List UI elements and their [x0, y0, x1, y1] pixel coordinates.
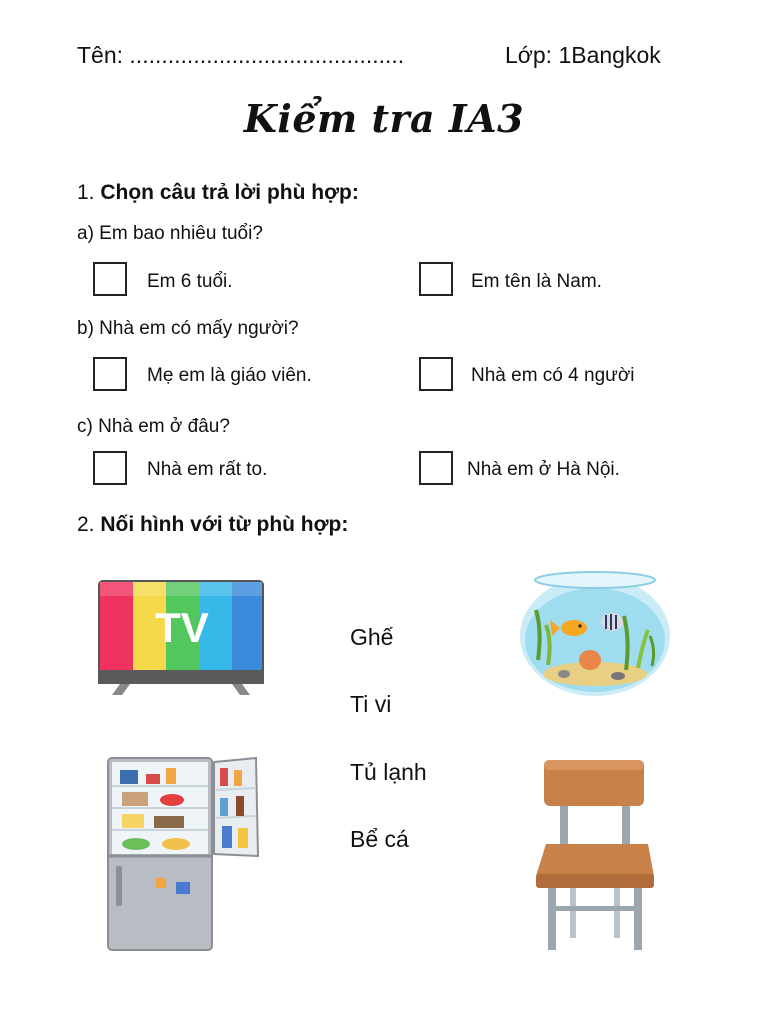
section-1-heading [77, 181, 359, 205]
section-2-title: Nối hình với từ phù hợp: [100, 513, 349, 536]
checkbox-b-2[interactable] [419, 357, 453, 391]
word-be-ca[interactable]: Bể cá [350, 826, 409, 852]
checkbox-c-2[interactable] [419, 451, 453, 485]
checkbox-c-1[interactable] [93, 451, 127, 485]
section-2-number: 2. [77, 513, 95, 536]
tv-screen-text: TV [155, 604, 209, 651]
word-tu-lanh[interactable]: Tủ lạnh [350, 759, 427, 785]
option-b-2: Nhà em có 4 người [471, 365, 635, 386]
option-c-1: Nhà em rất to. [147, 459, 268, 480]
checkbox-a-1[interactable] [93, 262, 127, 296]
checkbox-b-1[interactable] [93, 357, 127, 391]
option-a-1: Em 6 tuổi. [147, 271, 233, 292]
section-2-heading [77, 513, 348, 537]
option-c-2: Nhà em ở Hà Nội. [467, 459, 620, 480]
question-a: a) Em bao nhiêu tuổi? [77, 223, 263, 244]
section-1-title: Chọn câu trả lời phù hợp: [100, 181, 359, 204]
section-1-number: 1. [77, 181, 95, 204]
page-title: Kiểm tra IA3 [243, 96, 525, 141]
fridge-icon[interactable] [106, 756, 266, 952]
class-label: Lớp: 1Bangkok [505, 42, 661, 68]
chair-icon[interactable] [530, 756, 660, 952]
option-a-2: Em tên là Nam. [471, 271, 602, 292]
checkbox-a-2[interactable] [419, 262, 453, 296]
question-c: c) Nhà em ở đâu? [77, 416, 230, 437]
option-b-1: Mẹ em là giáo viên. [147, 365, 312, 386]
tv-icon[interactable] [98, 580, 266, 698]
word-ti-vi[interactable]: Ti vi [350, 691, 392, 717]
question-b: b) Nhà em có mấy người? [77, 318, 299, 339]
name-field-label: Tên: ........................................... [77, 42, 405, 68]
word-ghe[interactable]: Ghế [350, 624, 394, 650]
fishbowl-icon[interactable] [518, 570, 672, 698]
